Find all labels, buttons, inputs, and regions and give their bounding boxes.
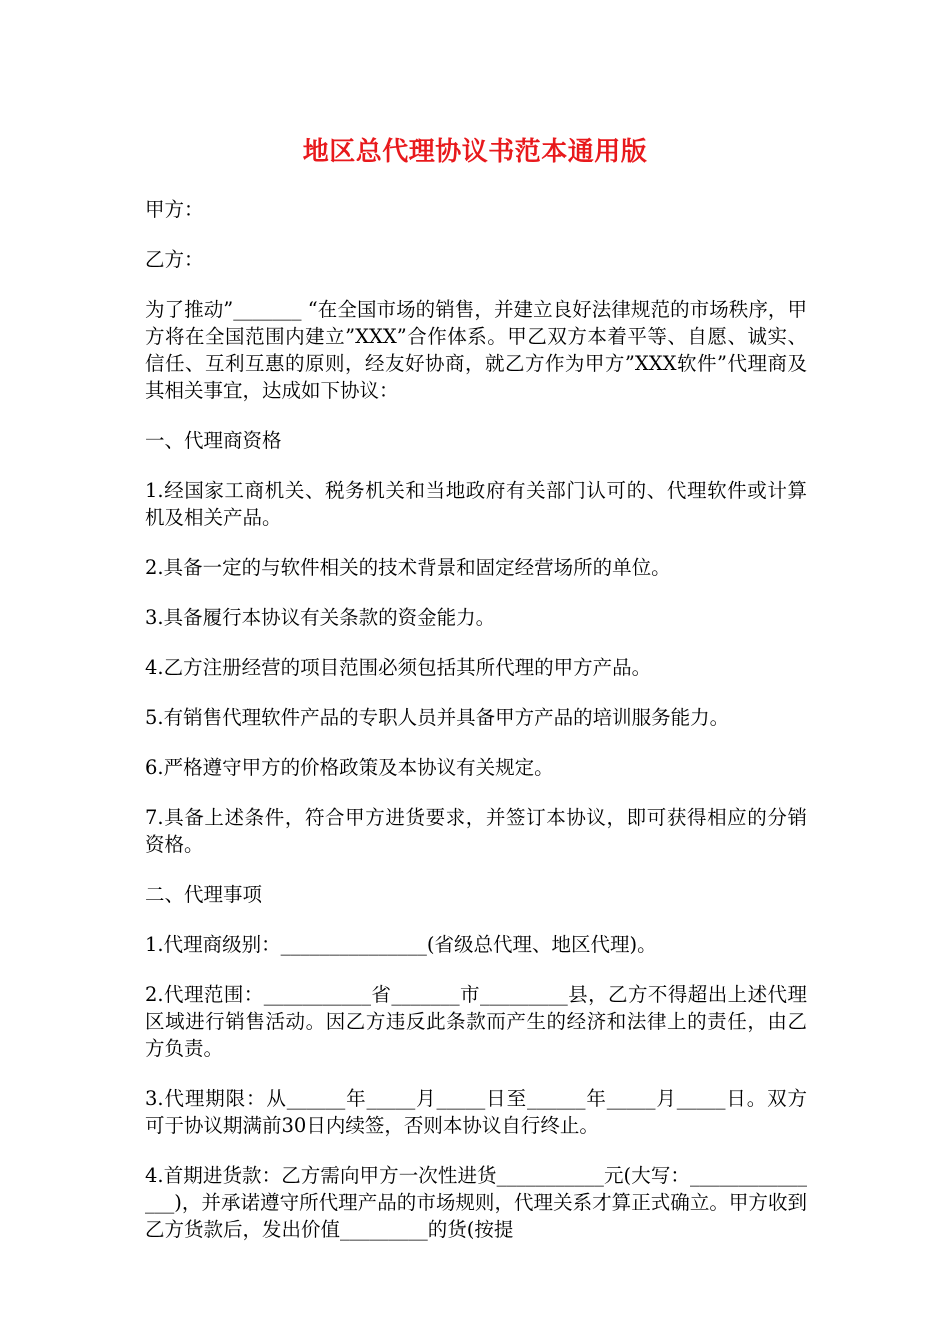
- document-title: 地区总代理协议书范本通用版: [302, 137, 648, 167]
- section-heading-agency-matters: 二、代理事项: [145, 883, 263, 906]
- clause-2-2: 2.代理范围：___________省_______市_________县，乙方不得超出上述代理区域进行销售活动。因乙方违反此条款而产生的经济和法律上的责任，由乙方负责。: [145, 983, 807, 1060]
- document-body: [145, 196, 807, 1266]
- party-b-line: 乙方：: [145, 248, 204, 271]
- clause-1-7: 7.具备上述条件，符合甲方进货要求，并签订本协议，即可获得相应的分销资格。: [145, 806, 807, 856]
- clause-2-4: 4.首期进货款：乙方需向甲方一次性进货___________元(大写：_______________)，并承诺遵守所代理产品的市场规则，代理关系才算正式确立。甲方收到乙方货款后，发出价值_________的货(按提: [145, 1164, 807, 1241]
- clause-1-6: 6.严格遵守甲方的价格政策及本协议有关规定。: [145, 756, 554, 779]
- clause-1-2: 2.具备一定的与软件相关的技术背景和固定经营场所的单位。: [145, 556, 671, 579]
- section-heading-qualification: 一、代理商资格: [145, 429, 282, 452]
- clause-1-1: 1.经国家工商机关、税务机关和当地政府有关部门认可的、代理软件或计算机及相关产品。: [145, 479, 807, 529]
- clause-2-1: 1.代理商级别：_______________(省级总代理、地区代理)。: [145, 933, 657, 956]
- clause-1-3: 3.具备履行本协议有关条款的资金能力。: [145, 606, 496, 629]
- clause-1-4: 4.乙方注册经营的项目范围必须包括其所代理的甲方产品。: [145, 656, 652, 679]
- clause-2-3: 3.代理期限：从______年_____月_____日至______年_____月_____日。双方可于协议期满前30日内续签，否则本协议自行终止。: [145, 1087, 807, 1137]
- party-a-line: 甲方：: [145, 198, 204, 221]
- clause-1-5: 5.有销售代理软件产品的专职人员并具备甲方产品的培训服务能力。: [145, 706, 730, 729]
- preamble-paragraph: 为了推动”_______ “在全国市场的销售，并建立良好法律规范的市场秩序，甲方将在全国范围内建立”XXX”合作体系。甲乙双方本着平等、自愿、诚实、信任、互利互惠的原则，经友好协商，就乙方作为甲方”XXX软件”代理商及其相关事宜，达成如下协议：: [145, 298, 807, 402]
